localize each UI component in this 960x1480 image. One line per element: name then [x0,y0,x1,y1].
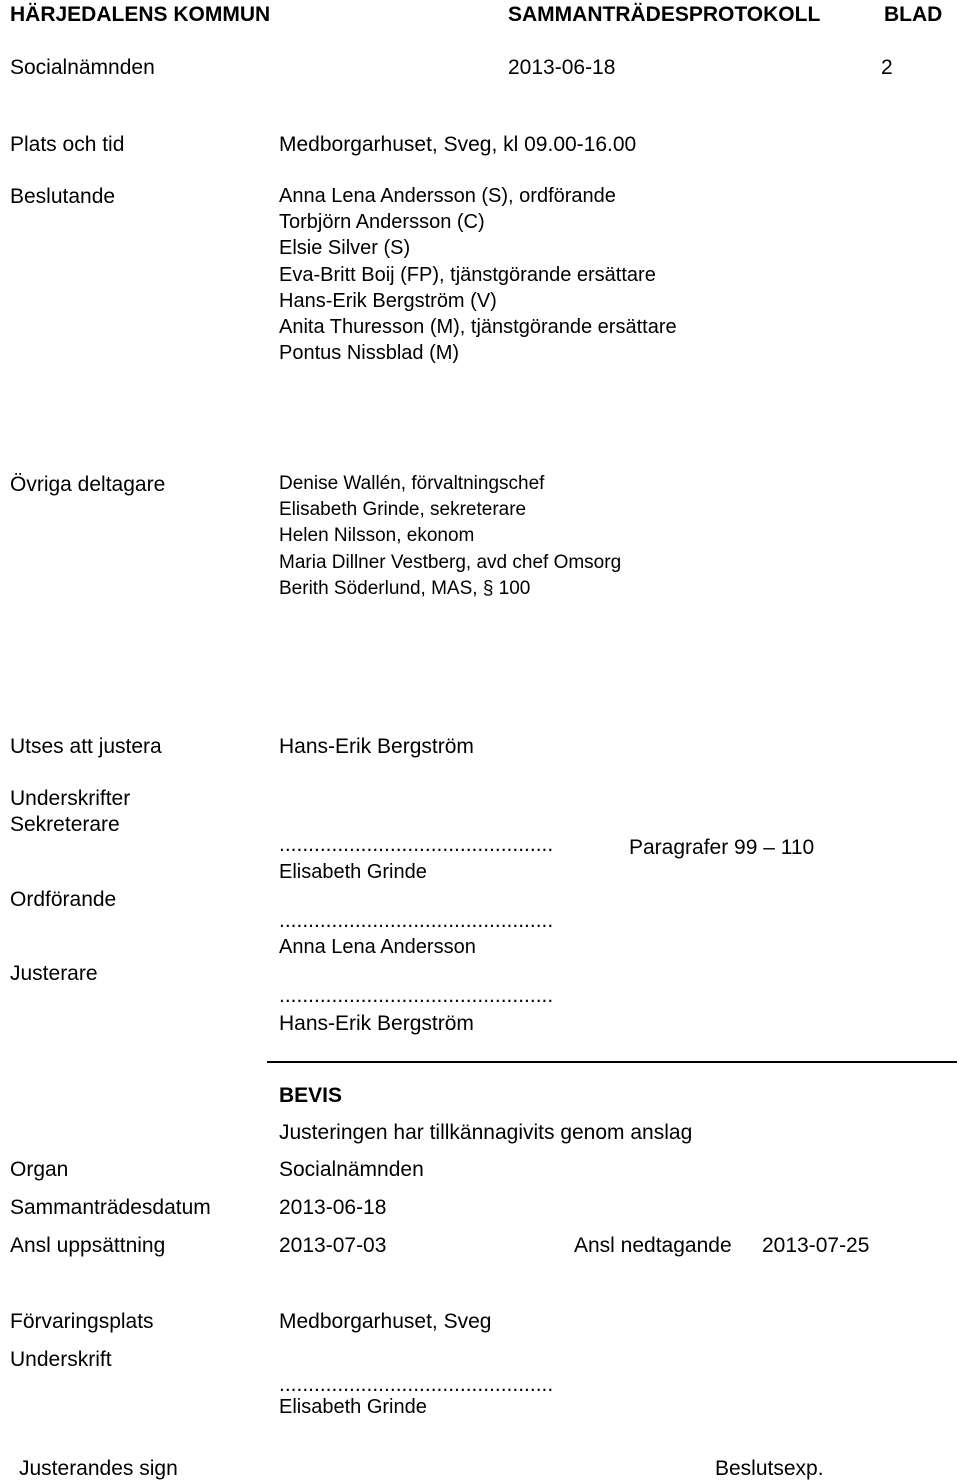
list-item: Denise Wallén, förvaltningschef [279,473,545,494]
other-participants-label: Övriga deltagare [10,473,166,496]
organ-label: Organ [10,1158,69,1181]
list-item: Anna Lena Andersson (S), ordförande [279,185,616,207]
secretary-signature-line: ............................................... [279,833,554,856]
committee-name: Socialnämnden [10,56,155,79]
decision-makers-list [279,183,677,366]
removed-label: Ansl nedtagande [574,1234,732,1257]
list-item: Berith Söderlund, MAS, § 100 [279,577,531,599]
signature-line: ............................................... [279,1373,554,1396]
organ-value: Socialnämnden [279,1158,424,1181]
sheet-label: BLAD [884,3,943,26]
list-item: Hans-Erik Bergström (V) [279,289,497,312]
list-item: Helen Nilsson, ekonom [279,525,475,547]
list-item: Anita Thuresson (M), tjänstgörande ersättare [279,316,677,339]
storage-value: Medborgarhuset, Sveg [279,1310,492,1333]
signature-label: Underskrift [10,1348,112,1371]
posted-date: 2013-07-03 [279,1234,387,1257]
appointed-adjuster-label: Utses att justera [10,735,162,758]
secretary-name: Elisabeth Grinde [279,861,427,883]
meeting-date-value: 2013-06-18 [279,1196,387,1219]
paragraphs-range: Paragrafer 99 – 110 [629,836,815,859]
list-item: Pontus Nissblad (M) [279,342,460,365]
list-item: Torbjörn Andersson (C) [279,211,485,234]
chair-signature-line: ............................................... [279,909,554,932]
adjusters-sign-label: Justerandes sign [19,1457,178,1480]
list-item: Eva-Britt Boij (FP), tjänstgörande ersättare [279,263,656,286]
list-item: Elsie Silver (S) [279,237,411,260]
other-participants-list [279,471,621,602]
meeting-date-label: Sammanträdesdatum [10,1196,211,1219]
posted-label: Ansl uppsättning [10,1234,166,1257]
adjuster-signature-line: ............................................... [279,984,554,1007]
removed-date: 2013-07-25 [762,1234,870,1257]
document-type: SAMMANTRÄDESPROTOKOLL [508,3,821,26]
signature-name: Elisabeth Grinde [279,1396,427,1418]
list-item: Maria Dillner Vestberg, avd chef Omsorg [279,551,622,573]
protocol-date: 2013-06-18 [508,56,616,79]
adjuster-name: Hans-Erik Bergström [279,1012,474,1035]
page-number: 2 [881,56,893,79]
chair-name: Anna Lena Andersson [279,936,476,958]
chair-label: Ordförande [10,888,117,911]
secretary-label: Sekreterare [10,813,120,836]
place-label: Plats och tid [10,133,125,156]
proof-heading: BEVIS [279,1084,343,1107]
organization-name: HÄRJEDALENS KOMMUN [10,3,271,26]
storage-label: Förvaringsplats [10,1310,154,1333]
appointed-adjuster-value: Hans-Erik Bergström [279,735,474,758]
list-item: Elisabeth Grinde, sekreterare [279,499,527,521]
decision-extract-label: Beslutsexp. [715,1457,824,1480]
section-divider [267,1061,957,1063]
proof-statement: Justeringen har tillkännagivits genom anslag [279,1121,693,1144]
adjuster-label: Justerare [10,962,98,985]
decision-makers-label: Beslutande [10,185,116,208]
signatures-label: Underskrifter [10,787,131,810]
place-value: Medborgarhuset, Sveg, kl 09.00-16.00 [279,133,637,156]
